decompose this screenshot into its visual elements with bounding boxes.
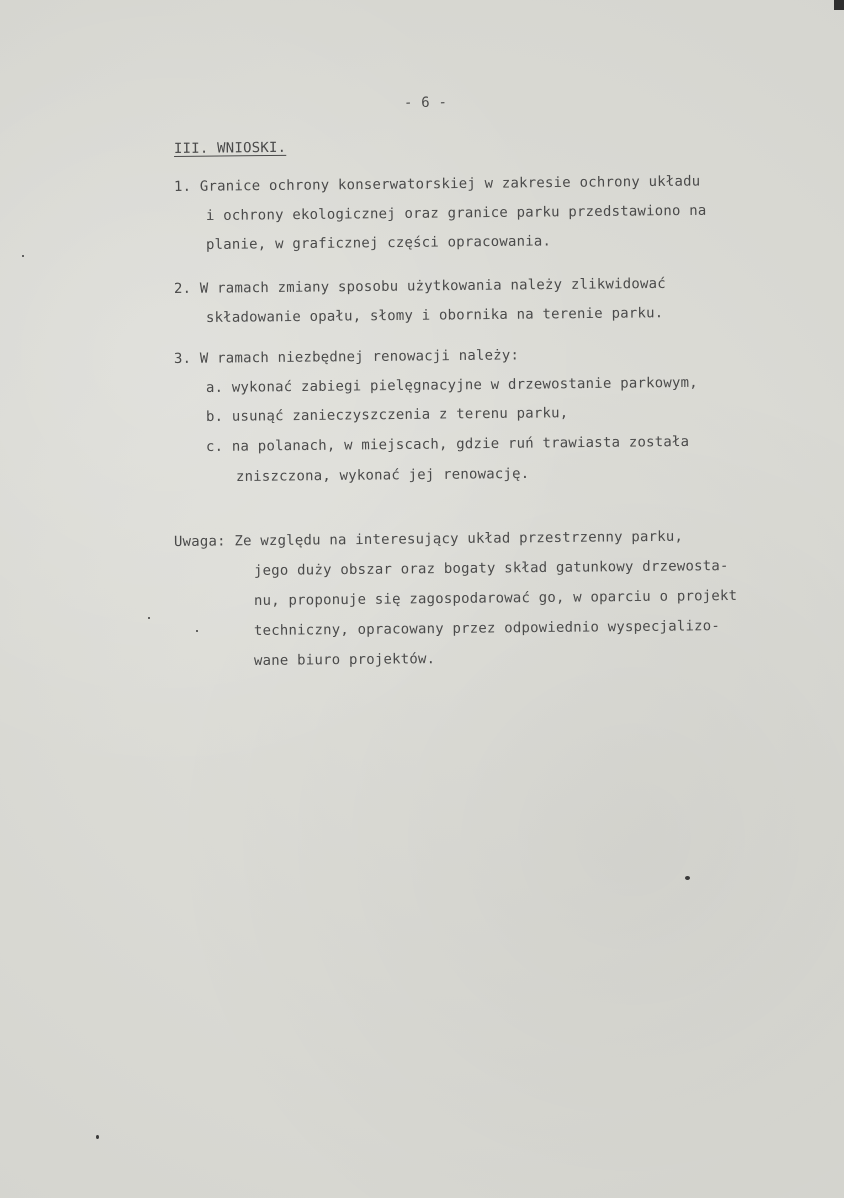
conclusion-3-line-1: 3. W ramach niezbędnej renowacji należy: xyxy=(173,347,520,367)
corner-mark xyxy=(834,0,844,10)
conclusion-2-line-2: składowanie opału, słomy i obornika na terenie parku. xyxy=(205,305,664,326)
conclusion-1-line-2: i ochrony ekologicznej oraz granice parku przedstawiono na xyxy=(205,202,707,224)
note-line-2: jego duży obszar oraz bogaty skład gatunkowy drzewosta- xyxy=(253,558,729,579)
conclusion-3-item-c-cont: zniszczona, wykonać jej renowację. xyxy=(235,465,530,485)
conclusion-3-item-c: c. na polanach, w miejscach, gdzie ruń trawiasta została xyxy=(205,433,690,455)
ink-speck xyxy=(96,1135,99,1139)
note-line-4: techniczny, opracowany przez odpowiednio wyspecjalizo- xyxy=(253,618,721,639)
note-line-3: nu, proponuje się zagospodarować go, w oparciu o projekt xyxy=(253,587,738,609)
page-number: - 6 - xyxy=(403,94,448,111)
conclusion-1-line-1: 1. Granice ochrony konserwatorskiej w zakresie ochrony układu xyxy=(173,173,701,195)
conclusion-3-item-b: b. usunąć zanieczyszczenia z terenu parku, xyxy=(205,405,569,425)
section-heading: III. WNIOSKI. xyxy=(173,139,287,157)
ink-speck xyxy=(22,255,24,257)
ink-speck xyxy=(148,617,150,619)
ink-speck xyxy=(685,876,690,880)
conclusion-3-item-a: a. wykonać zabiegi pielęgnacyjne w drzewostanie parkowym, xyxy=(205,374,698,396)
note-line-5: wane biuro projektów. xyxy=(253,651,436,669)
conclusion-1-line-3: planie, w graficznej części opracowania. xyxy=(205,233,552,253)
ink-speck xyxy=(196,630,198,632)
conclusion-2-line-1: 2. W ramach zmiany sposobu użytkowania należy zlikwidować xyxy=(173,275,666,297)
note-line-1: Uwaga: Ze względu na interesujący układ przestrzenny parku, xyxy=(173,528,684,550)
